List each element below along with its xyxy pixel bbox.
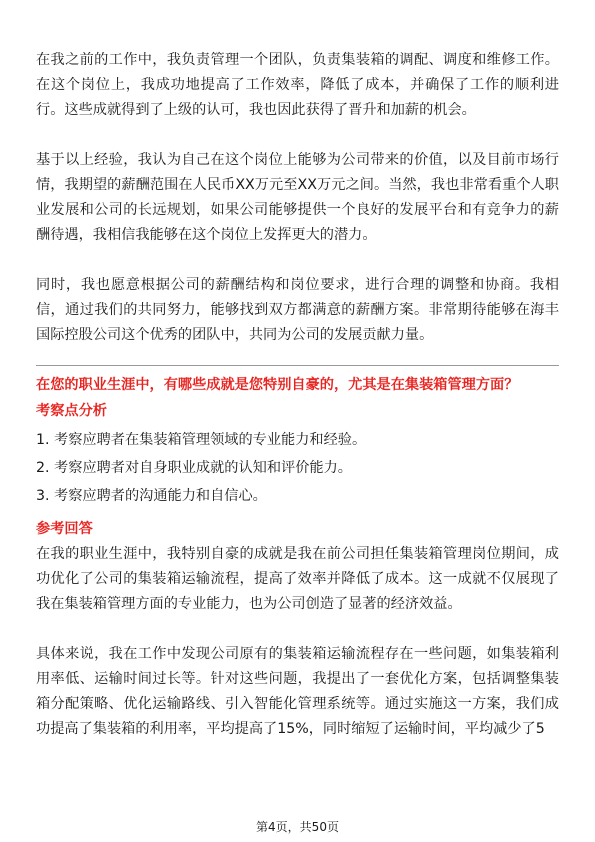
page-content	[36, 48, 559, 742]
body-paragraph: 基于以上经验，我认为自己在这个岗位上能够为公司带来的价值，以及目前市场行情，我期望的薪酬范围在人民币XX万元至XX万元之间。当然，我也非常看重个人职业发展和公司的长远规划，如果公司能够提供一个良好的发展平台和有竞争力的薪酬待遇，我相信我能够在这个岗位上发挥更大的潜力。	[36, 152, 559, 243]
answer-body	[36, 542, 559, 742]
answer-paragraph: 具体来说，我在工作中发现公司原有的集装箱运输流程存在一些问题，如集装箱利用率低、运输时间过长等。针对这些问题，我提出了一套优化方案，包括调整集装箱分配策略、优化运输路线、引入智能化管理系统等。通过实施这一方案，我们成功提高了集装箱的利用率，平均提高了15%，同时缩短了运输时间，平均减少了5	[36, 646, 559, 737]
interview-question: 在您的职业生涯中，有哪些成就是您特别自豪的，尤其是在集装箱管理方面？	[36, 377, 519, 393]
analysis-heading: 考察点分析	[36, 403, 107, 419]
list-item: 3. 考察应聘者的沟通能力和自信心。	[36, 488, 267, 504]
body-paragraph: 在我之前的工作中，我负责管理一个团队，负责集装箱的调配、调度和维修工作。在这个岗位上，我成功地提高了工作效率，降低了成本，并确保了工作的顺利进行。这些成就得到了上级的认可，我也因此获得了晋升和加薪的机会。	[36, 52, 559, 118]
page-footer: 第4页，共50页	[256, 820, 339, 834]
list-item: 2. 考察应聘者对自身职业成就的认知和评价能力。	[36, 460, 352, 476]
answer-heading: 参考回答	[36, 521, 93, 537]
analysis-list	[36, 426, 559, 510]
list-item: 1. 考察应聘者在集装箱管理领域的专业能力和经验。	[36, 432, 367, 448]
body-paragraph: 同时，我也愿意根据公司的薪酬结构和岗位要求，进行合理的调整和协商。我相信，通过我们的共同努力，能够找到双方都满意的薪酬方案。非常期待能够在海丰国际控股公司这个优秀的团队中，共同为公司的发展贡献力量。	[36, 277, 559, 343]
answer-paragraph: 在我的职业生涯中，我特别自豪的成就是我在前公司担任集装箱管理岗位期间，成功优化了公司的集装箱运输流程，提高了效率并降低了成本。这一成就不仅展现了我在集装箱管理方面的专业能力，也为公司创造了显著的经济效益。	[36, 546, 559, 612]
section-divider	[36, 365, 559, 366]
